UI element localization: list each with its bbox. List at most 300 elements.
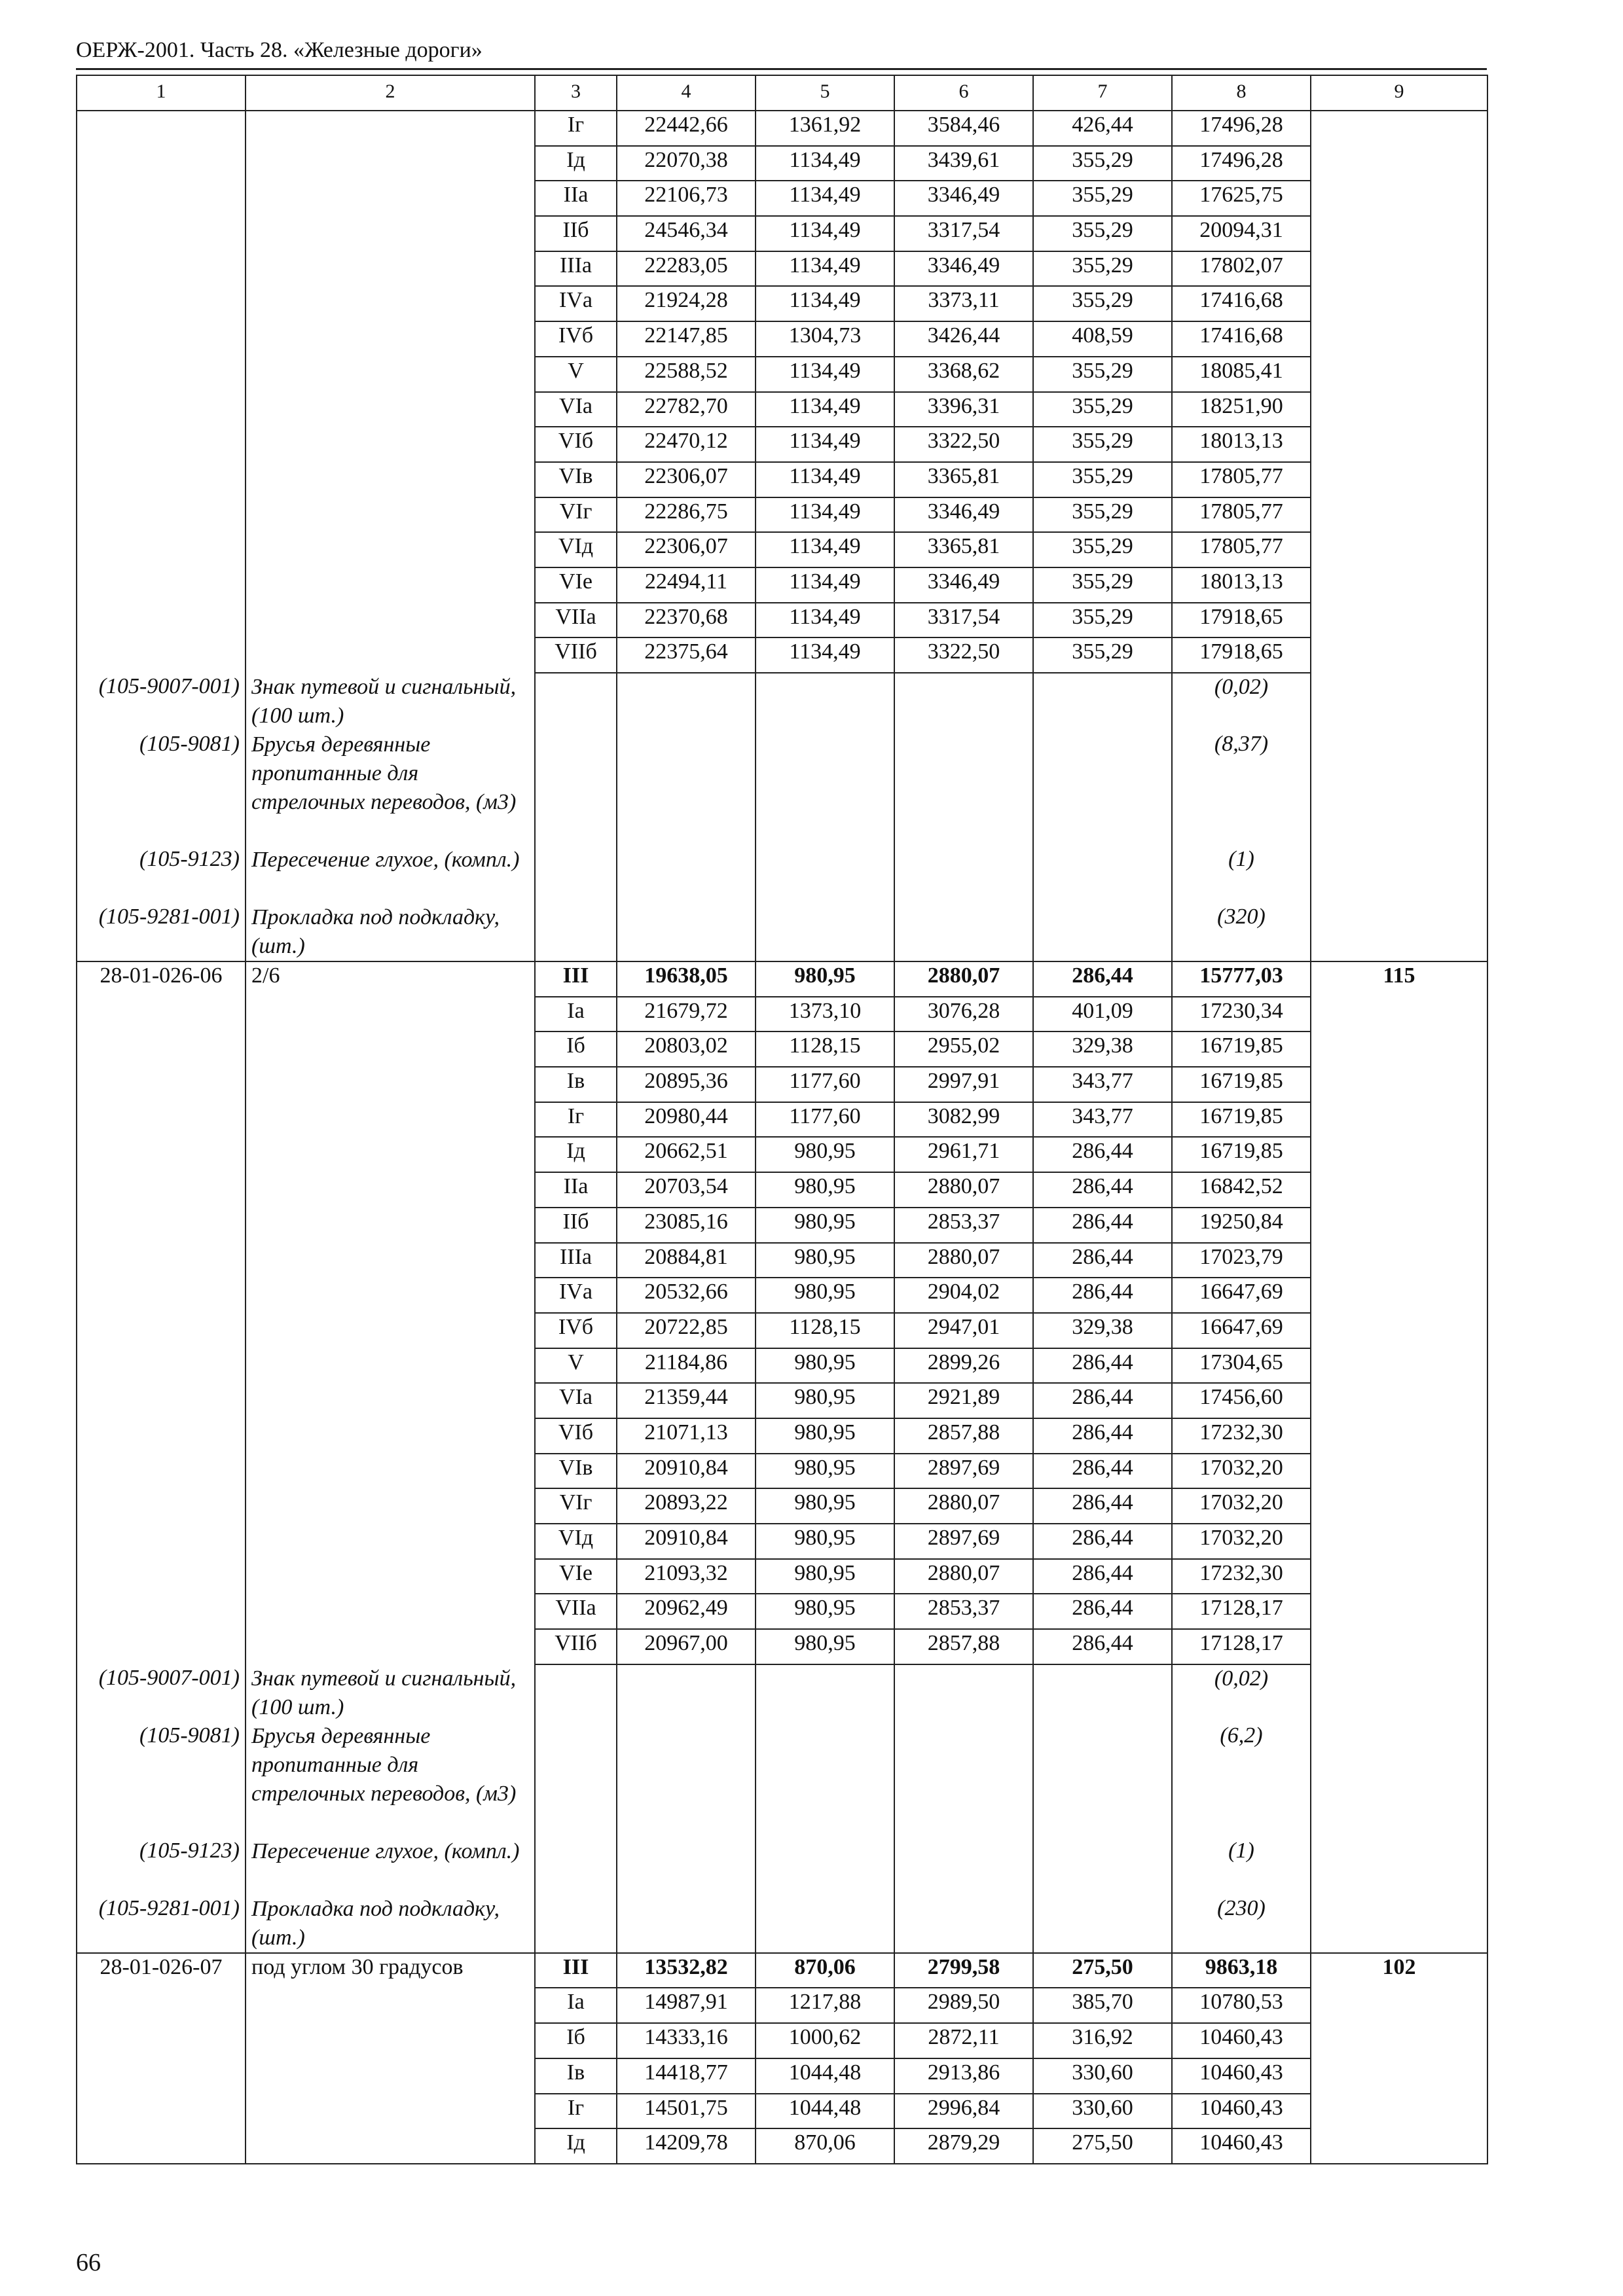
- cell-col-6: 2997,91: [894, 1067, 1033, 1102]
- cell-col-6: [894, 1722, 1033, 1837]
- cell-col-6: [894, 673, 1033, 730]
- cell-col-8: 17230,34: [1172, 997, 1311, 1032]
- cell-col-4: 21679,72: [617, 997, 756, 1032]
- cell-col-1: [77, 216, 246, 251]
- cell-col-3: Iб: [535, 2023, 617, 2058]
- cell-col-7: 286,44: [1033, 1559, 1172, 1594]
- cell-col-2: [246, 1102, 535, 1138]
- cell-col-5: 1134,49: [756, 216, 894, 251]
- cell-col-2: [246, 2128, 535, 2164]
- cell-col-4: 22442,66: [617, 111, 756, 146]
- cell-col-3: IIа: [535, 1172, 617, 1208]
- cell-col-7: 286,44: [1033, 1243, 1172, 1278]
- cell-col-5: 980,95: [756, 1208, 894, 1243]
- cell-col-2: [246, 1278, 535, 1313]
- table-row: [77, 216, 1487, 251]
- cell-col-2: [246, 2023, 535, 2058]
- cell-col-5: 980,95: [756, 961, 894, 997]
- cell-col-2: [246, 216, 535, 251]
- cell-col-3: VIг: [535, 1488, 617, 1524]
- cell-col-9: [1311, 321, 1487, 357]
- cell-col-6: 3584,46: [894, 111, 1033, 146]
- cell-col-6: 3365,81: [894, 462, 1033, 497]
- cell-col-4: 21184,86: [617, 1348, 756, 1384]
- cell-col-2: [246, 532, 535, 567]
- cell-col-5: 1134,49: [756, 427, 894, 462]
- cell-col-4: 22470,12: [617, 427, 756, 462]
- cell-col-4: 20910,84: [617, 1524, 756, 1559]
- table-row: [77, 427, 1487, 462]
- cell-col-4: 21359,44: [617, 1383, 756, 1418]
- cell-col-9: [1311, 462, 1487, 497]
- cell-col-3: [535, 1895, 617, 1953]
- cell-col-7: [1033, 1837, 1172, 1895]
- column-number: 2: [246, 75, 535, 111]
- cell-col-4: 20722,85: [617, 1313, 756, 1348]
- cell-col-9: [1311, 1524, 1487, 1559]
- table-row: [77, 1172, 1487, 1208]
- cell-col-5: 1000,62: [756, 2023, 894, 2058]
- cell-col-5: 1177,60: [756, 1067, 894, 1102]
- cell-col-4: [617, 903, 756, 961]
- cell-col-7: 355,29: [1033, 216, 1172, 251]
- cell-col-1: [77, 181, 246, 216]
- cell-col-2: Пересечение глухое, (компл.): [246, 846, 535, 903]
- cell-col-3: IIа: [535, 181, 617, 216]
- cell-col-8: 17805,77: [1172, 497, 1311, 533]
- cell-col-3: V: [535, 357, 617, 392]
- cell-col-5: 1134,49: [756, 251, 894, 287]
- cell-col-5: 1134,49: [756, 146, 894, 181]
- cell-col-8: 18013,13: [1172, 427, 1311, 462]
- cell-col-7: 355,29: [1033, 286, 1172, 321]
- cell-col-1: [77, 321, 246, 357]
- cell-col-3: IVб: [535, 1313, 617, 1348]
- cell-col-4: 19638,05: [617, 961, 756, 997]
- cell-col-2: [246, 637, 535, 673]
- cell-col-7: 355,29: [1033, 146, 1172, 181]
- cell-col-5: 870,06: [756, 1953, 894, 1988]
- cell-col-3: [535, 1664, 617, 1722]
- column-number: 8: [1172, 75, 1311, 111]
- table-row: [77, 1454, 1487, 1489]
- cell-col-9: [1311, 2094, 1487, 2129]
- cell-col-2: Прокладка под подкладку, (шт.): [246, 1895, 535, 1953]
- cell-col-6: 2996,84: [894, 2094, 1033, 2129]
- cell-col-9: [1311, 1629, 1487, 1664]
- cell-col-1: [77, 1031, 246, 1067]
- cell-col-9: [1311, 146, 1487, 181]
- cell-col-1: [77, 1067, 246, 1102]
- cell-col-9: [1311, 1137, 1487, 1172]
- cell-col-8: (6,2): [1172, 1722, 1311, 1837]
- cell-col-2: [246, 1313, 535, 1348]
- cell-col-8: (230): [1172, 1895, 1311, 1953]
- cell-col-2: [246, 1243, 535, 1278]
- cell-col-5: 1217,88: [756, 1988, 894, 2023]
- cell-col-1: [77, 1383, 246, 1418]
- cell-col-1: [77, 997, 246, 1032]
- cell-col-4: 21924,28: [617, 286, 756, 321]
- cell-col-1: [77, 603, 246, 638]
- cell-col-6: 2897,69: [894, 1524, 1033, 1559]
- cell-col-7: [1033, 1895, 1172, 1953]
- cell-col-3: Iа: [535, 1988, 617, 2023]
- cell-col-2: [246, 181, 535, 216]
- cell-col-8: 17032,20: [1172, 1454, 1311, 1489]
- cell-col-8: (320): [1172, 903, 1311, 961]
- cell-col-3: IIIа: [535, 1243, 617, 1278]
- cell-col-4: 22286,75: [617, 497, 756, 533]
- table-row: [77, 603, 1487, 638]
- cell-col-7: 355,29: [1033, 181, 1172, 216]
- cell-col-7: [1033, 1722, 1172, 1837]
- cell-col-5: [756, 673, 894, 730]
- cell-col-3: VIа: [535, 1383, 617, 1418]
- cell-col-5: [756, 1664, 894, 1722]
- cell-col-4: 22494,11: [617, 567, 756, 603]
- cell-col-2: [246, 392, 535, 427]
- cell-col-4: 20910,84: [617, 1454, 756, 1489]
- cell-col-2: [246, 497, 535, 533]
- cell-col-4: 20967,00: [617, 1629, 756, 1664]
- table-row: [77, 2023, 1487, 2058]
- table-row: [77, 1243, 1487, 1278]
- cell-col-2: Знак путевой и сигнальный, (100 шт.): [246, 673, 535, 730]
- cell-col-2: 2/6: [246, 961, 535, 997]
- material-row: [77, 1664, 1487, 1722]
- cell-col-1: 28-01-026-06: [77, 961, 246, 997]
- cell-col-8: 17128,17: [1172, 1629, 1311, 1664]
- cell-col-4: 20980,44: [617, 1102, 756, 1138]
- cell-col-9: [1311, 2058, 1487, 2094]
- cell-col-2: [246, 1559, 535, 1594]
- cell-col-3: IVб: [535, 321, 617, 357]
- cell-col-9: [1311, 1664, 1487, 1722]
- cell-col-5: 1134,49: [756, 637, 894, 673]
- cell-col-7: [1033, 903, 1172, 961]
- cell-col-9: [1311, 1488, 1487, 1524]
- cell-col-6: 2913,86: [894, 2058, 1033, 2094]
- cell-col-5: 980,95: [756, 1348, 894, 1384]
- cell-col-1: [77, 1348, 246, 1384]
- cell-col-5: 980,95: [756, 1172, 894, 1208]
- cell-col-6: 2897,69: [894, 1454, 1033, 1489]
- cell-col-7: [1033, 673, 1172, 730]
- cell-col-7: 329,38: [1033, 1313, 1172, 1348]
- cell-col-8: 17304,65: [1172, 1348, 1311, 1384]
- material-row: [77, 1722, 1487, 1837]
- cell-col-2: [246, 357, 535, 392]
- cell-col-9: [1311, 2128, 1487, 2164]
- cell-col-5: 980,95: [756, 1243, 894, 1278]
- cell-col-7: 343,77: [1033, 1067, 1172, 1102]
- cell-col-3: III: [535, 961, 617, 997]
- cell-col-3: IVа: [535, 1278, 617, 1313]
- cell-col-6: 2799,58: [894, 1953, 1033, 1988]
- cell-col-7: 286,44: [1033, 1629, 1172, 1664]
- table-row: [77, 1278, 1487, 1313]
- cell-col-8: 17918,65: [1172, 637, 1311, 673]
- cell-col-9: [1311, 567, 1487, 603]
- cell-col-9: [1311, 427, 1487, 462]
- cell-col-2: [246, 1629, 535, 1664]
- cell-col-5: 1134,49: [756, 392, 894, 427]
- cell-col-6: 3365,81: [894, 532, 1033, 567]
- table-row: [77, 1418, 1487, 1454]
- cell-col-7: 286,44: [1033, 1137, 1172, 1172]
- cell-col-6: 3373,11: [894, 286, 1033, 321]
- table-row: [77, 532, 1487, 567]
- cell-col-4: 14209,78: [617, 2128, 756, 2164]
- cell-col-5: 1134,49: [756, 497, 894, 533]
- cell-col-1: [77, 427, 246, 462]
- cell-col-6: 3426,44: [894, 321, 1033, 357]
- cell-col-5: 1134,49: [756, 532, 894, 567]
- cell-col-4: 14987,91: [617, 1988, 756, 2023]
- cell-col-8: 16647,69: [1172, 1313, 1311, 1348]
- cell-col-2: [246, 1172, 535, 1208]
- cell-col-8: 10460,43: [1172, 2058, 1311, 2094]
- cell-col-3: VIд: [535, 1524, 617, 1559]
- cell-col-5: [756, 1837, 894, 1895]
- table-row: [77, 1031, 1487, 1067]
- cell-col-6: 3317,54: [894, 603, 1033, 638]
- page-number: 66: [76, 2249, 101, 2276]
- cell-col-2: [246, 567, 535, 603]
- table-row: [77, 567, 1487, 603]
- table-row: [77, 1594, 1487, 1629]
- cell-col-1: (105-9007-001): [77, 1664, 246, 1722]
- cell-col-2: [246, 1208, 535, 1243]
- cell-col-4: 14333,16: [617, 2023, 756, 2058]
- cell-col-1: (105-9123): [77, 1837, 246, 1895]
- cell-col-2: [246, 1031, 535, 1067]
- cell-col-5: 1134,49: [756, 181, 894, 216]
- cell-col-3: Iг: [535, 1102, 617, 1138]
- cell-col-3: Iд: [535, 1137, 617, 1172]
- cell-col-5: [756, 730, 894, 846]
- cell-col-7: 355,29: [1033, 251, 1172, 287]
- cell-col-1: [77, 2058, 246, 2094]
- table-row: [77, 286, 1487, 321]
- column-number: 4: [617, 75, 756, 111]
- cell-col-8: 17128,17: [1172, 1594, 1311, 1629]
- table-row: [77, 1348, 1487, 1384]
- page-header-title: ОЕРЖ-2001. Часть 28. «Железные дороги»: [76, 38, 483, 62]
- cell-col-9: [1311, 392, 1487, 427]
- cell-col-4: [617, 846, 756, 903]
- cell-col-2: Пересечение глухое, (компл.): [246, 1837, 535, 1895]
- cell-col-7: [1033, 846, 1172, 903]
- cell-col-4: 20884,81: [617, 1243, 756, 1278]
- cell-col-2: [246, 1383, 535, 1418]
- table-row: [77, 1208, 1487, 1243]
- table-row: [77, 321, 1487, 357]
- cell-col-9: [1311, 1348, 1487, 1384]
- cell-col-8: 17416,68: [1172, 321, 1311, 357]
- cell-col-9: [1311, 673, 1487, 730]
- cell-col-9: [1311, 603, 1487, 638]
- cell-col-6: 2899,26: [894, 1348, 1033, 1384]
- cell-col-5: [756, 1895, 894, 1953]
- cell-col-8: 17918,65: [1172, 603, 1311, 638]
- cell-col-9: 115: [1311, 961, 1487, 997]
- cell-col-5: 1304,73: [756, 321, 894, 357]
- cell-col-7: 355,29: [1033, 357, 1172, 392]
- cell-col-5: 1361,92: [756, 111, 894, 146]
- cell-col-8: (1): [1172, 846, 1311, 903]
- cell-col-8: 17232,30: [1172, 1559, 1311, 1594]
- rate-header-row: [77, 961, 1487, 997]
- cell-col-4: 14501,75: [617, 2094, 756, 2129]
- cell-col-2: [246, 603, 535, 638]
- cell-col-6: 3322,50: [894, 427, 1033, 462]
- cell-col-4: [617, 1837, 756, 1895]
- material-row: [77, 730, 1487, 846]
- cell-col-6: 2880,07: [894, 1488, 1033, 1524]
- cell-col-6: [894, 1895, 1033, 1953]
- cell-col-3: IIIа: [535, 251, 617, 287]
- cell-col-9: [1311, 1208, 1487, 1243]
- cell-col-9: [1311, 1383, 1487, 1418]
- cell-col-4: 22106,73: [617, 181, 756, 216]
- cell-col-6: 3076,28: [894, 997, 1033, 1032]
- cell-col-1: [77, 1278, 246, 1313]
- cell-col-6: 2961,71: [894, 1137, 1033, 1172]
- cell-col-3: VIб: [535, 427, 617, 462]
- cell-col-4: 22375,64: [617, 637, 756, 673]
- cell-col-1: [77, 532, 246, 567]
- cell-col-3: VIв: [535, 462, 617, 497]
- cell-col-6: 3082,99: [894, 1102, 1033, 1138]
- cell-col-2: [246, 2058, 535, 2094]
- cell-col-4: 22370,68: [617, 603, 756, 638]
- cell-col-4: 21071,13: [617, 1418, 756, 1454]
- cell-col-3: Iв: [535, 2058, 617, 2094]
- cell-col-3: Iб: [535, 1031, 617, 1067]
- cell-col-2: [246, 1988, 535, 2023]
- cell-col-2: Брусья деревянные пропитанные для стрелочных переводов, (м3): [246, 730, 535, 846]
- material-row: [77, 1895, 1487, 1953]
- cell-col-5: [756, 1722, 894, 1837]
- cell-col-2: [246, 1594, 535, 1629]
- cell-col-1: (105-9123): [77, 846, 246, 903]
- cell-col-7: 286,44: [1033, 1594, 1172, 1629]
- cell-col-1: 28-01-026-07: [77, 1953, 246, 1988]
- cell-col-1: [77, 357, 246, 392]
- cell-col-1: [77, 251, 246, 287]
- cell-col-7: 355,29: [1033, 392, 1172, 427]
- cell-col-5: 1177,60: [756, 1102, 894, 1138]
- table-row: [77, 1102, 1487, 1138]
- cell-col-9: [1311, 1559, 1487, 1594]
- cell-col-9: [1311, 532, 1487, 567]
- cell-col-3: [535, 673, 617, 730]
- cell-col-4: 24546,34: [617, 216, 756, 251]
- cell-col-8: 18251,90: [1172, 392, 1311, 427]
- table-row: [77, 1383, 1487, 1418]
- cell-col-1: (105-9081): [77, 1722, 246, 1837]
- cell-col-9: [1311, 730, 1487, 846]
- cell-col-2: [246, 1524, 535, 1559]
- cell-col-7: 408,59: [1033, 321, 1172, 357]
- cell-col-3: Iв: [535, 1067, 617, 1102]
- cell-col-5: 980,95: [756, 1418, 894, 1454]
- cell-col-3: Iг: [535, 2094, 617, 2129]
- cell-col-4: 20532,66: [617, 1278, 756, 1313]
- cell-col-1: [77, 497, 246, 533]
- cell-col-3: VIIб: [535, 637, 617, 673]
- cell-col-6: 3346,49: [894, 567, 1033, 603]
- cell-col-5: 1128,15: [756, 1031, 894, 1067]
- column-number: 5: [756, 75, 894, 111]
- cell-col-4: 13532,82: [617, 1953, 756, 1988]
- cell-col-2: [246, 1137, 535, 1172]
- cell-col-2: [246, 2094, 535, 2129]
- cell-col-6: 2880,07: [894, 1243, 1033, 1278]
- cell-col-9: [1311, 357, 1487, 392]
- column-number: 7: [1033, 75, 1172, 111]
- cell-col-5: 870,06: [756, 2128, 894, 2164]
- cell-col-1: [77, 1454, 246, 1489]
- cell-col-4: 20895,36: [617, 1067, 756, 1102]
- cell-col-8: (0,02): [1172, 1664, 1311, 1722]
- cell-col-4: 23085,16: [617, 1208, 756, 1243]
- cell-col-8: 20094,31: [1172, 216, 1311, 251]
- cell-col-1: [77, 2094, 246, 2129]
- table-row: [77, 637, 1487, 673]
- cell-col-7: 286,44: [1033, 1208, 1172, 1243]
- cell-col-8: 17802,07: [1172, 251, 1311, 287]
- cell-col-7: 343,77: [1033, 1102, 1172, 1138]
- cell-col-9: [1311, 1454, 1487, 1489]
- cell-col-9: [1311, 637, 1487, 673]
- cell-col-4: 22283,05: [617, 251, 756, 287]
- cell-col-1: [77, 1559, 246, 1594]
- cell-col-4: 22306,07: [617, 532, 756, 567]
- cell-col-9: [1311, 1895, 1487, 1953]
- cell-col-7: 286,44: [1033, 1524, 1172, 1559]
- cell-col-1: [77, 1594, 246, 1629]
- cell-col-9: [1311, 846, 1487, 903]
- cell-col-6: 3322,50: [894, 637, 1033, 673]
- cell-col-1: [77, 2128, 246, 2164]
- cell-col-9: [1311, 1313, 1487, 1348]
- cell-col-6: 2857,88: [894, 1629, 1033, 1664]
- cell-col-9: [1311, 1031, 1487, 1067]
- cell-col-7: 286,44: [1033, 1383, 1172, 1418]
- material-row: [77, 903, 1487, 961]
- cell-col-2: [246, 1488, 535, 1524]
- cell-col-1: [77, 1172, 246, 1208]
- cell-col-9: [1311, 1102, 1487, 1138]
- cell-col-9: [1311, 286, 1487, 321]
- cell-col-1: [77, 1313, 246, 1348]
- cell-col-6: 2989,50: [894, 1988, 1033, 2023]
- cell-col-1: [77, 1208, 246, 1243]
- cell-col-2: Прокладка под подкладку, (шт.): [246, 903, 535, 961]
- cell-col-5: 1134,49: [756, 567, 894, 603]
- cell-col-7: 355,29: [1033, 462, 1172, 497]
- cell-col-6: 2853,37: [894, 1594, 1033, 1629]
- table-row: [77, 2128, 1487, 2164]
- cell-col-6: [894, 1664, 1033, 1722]
- cell-col-5: 980,95: [756, 1454, 894, 1489]
- cell-col-8: (0,02): [1172, 673, 1311, 730]
- cell-col-4: [617, 1664, 756, 1722]
- cell-col-1: [77, 286, 246, 321]
